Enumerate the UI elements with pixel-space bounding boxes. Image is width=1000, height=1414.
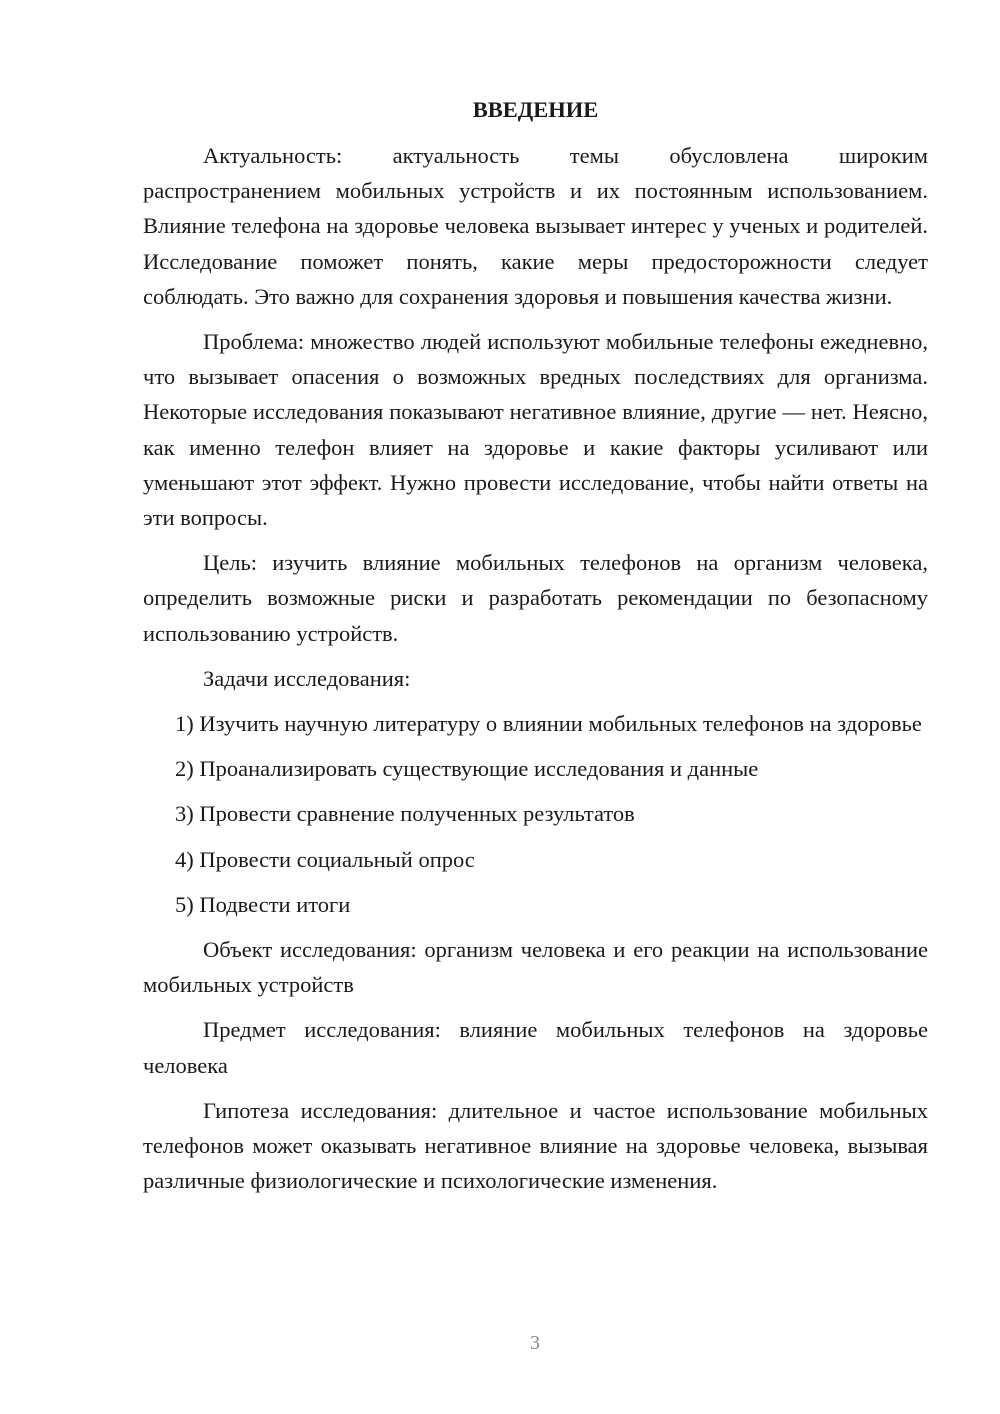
task-item-3: 3) Провести сравнение полученных результатов (175, 801, 635, 827)
tasks-heading: Задачи исследования: (203, 665, 411, 691)
page-title: ВВЕДЕНИЕ (472, 97, 599, 122)
page-number: 3 (530, 1332, 540, 1354)
subject-paragraph: Предмет исследования: влияние мобильных телефонов на здоровье человека (143, 1017, 928, 1078)
tasks-list (143, 706, 928, 922)
problem-paragraph: Проблема: множество людей используют мобильные телефоны ежедневно, что вызывает опасения о возможных вредных последствиях для организма. Некоторые исследования показывают негативное влияние, другие — нет. Неясно, как именно телефон влияет на здоровье и какие факторы усиливают или уменьшают этот эффект. Нужно провести исследование, чтобы найти ответы на эти вопросы. (143, 329, 928, 531)
task-item-5: 5) Подвести итоги (175, 891, 351, 917)
task-item-4: 4) Провести социальный опрос (175, 846, 475, 872)
task-item-2: 2) Проанализировать существующие исследования и данные (175, 756, 759, 782)
document-page (143, 92, 928, 1208)
relevance-paragraph: Актуальность: актуальность темы обусловлена широким распространением мобильных устройств и их постоянным использованием. Влияние телефона на здоровье человека вызывает интерес у ученых и родителей. Исследование поможет понять, какие меры предосторожности следует соблюдать. Это важно для сохранения здоровья и повышения качества жизни. (143, 143, 928, 309)
task-item-1: 1) Изучить научную литературу о влиянии мобильных телефонов на здоровье (175, 711, 922, 737)
object-paragraph: Объект исследования: организм человека и его реакции на использование мобильных устройств (143, 937, 928, 998)
goal-paragraph: Цель: изучить влияние мобильных телефонов на организм человека, определить возможные риски и разработать рекомендации по безопасному использованию устройств. (143, 550, 928, 646)
hypothesis-paragraph: Гипотеза исследования: длительное и частое использование мобильных телефонов может оказывать негативное влияние на здоровье человека, вызывая различные физиологические и психологические изменения. (143, 1097, 928, 1194)
